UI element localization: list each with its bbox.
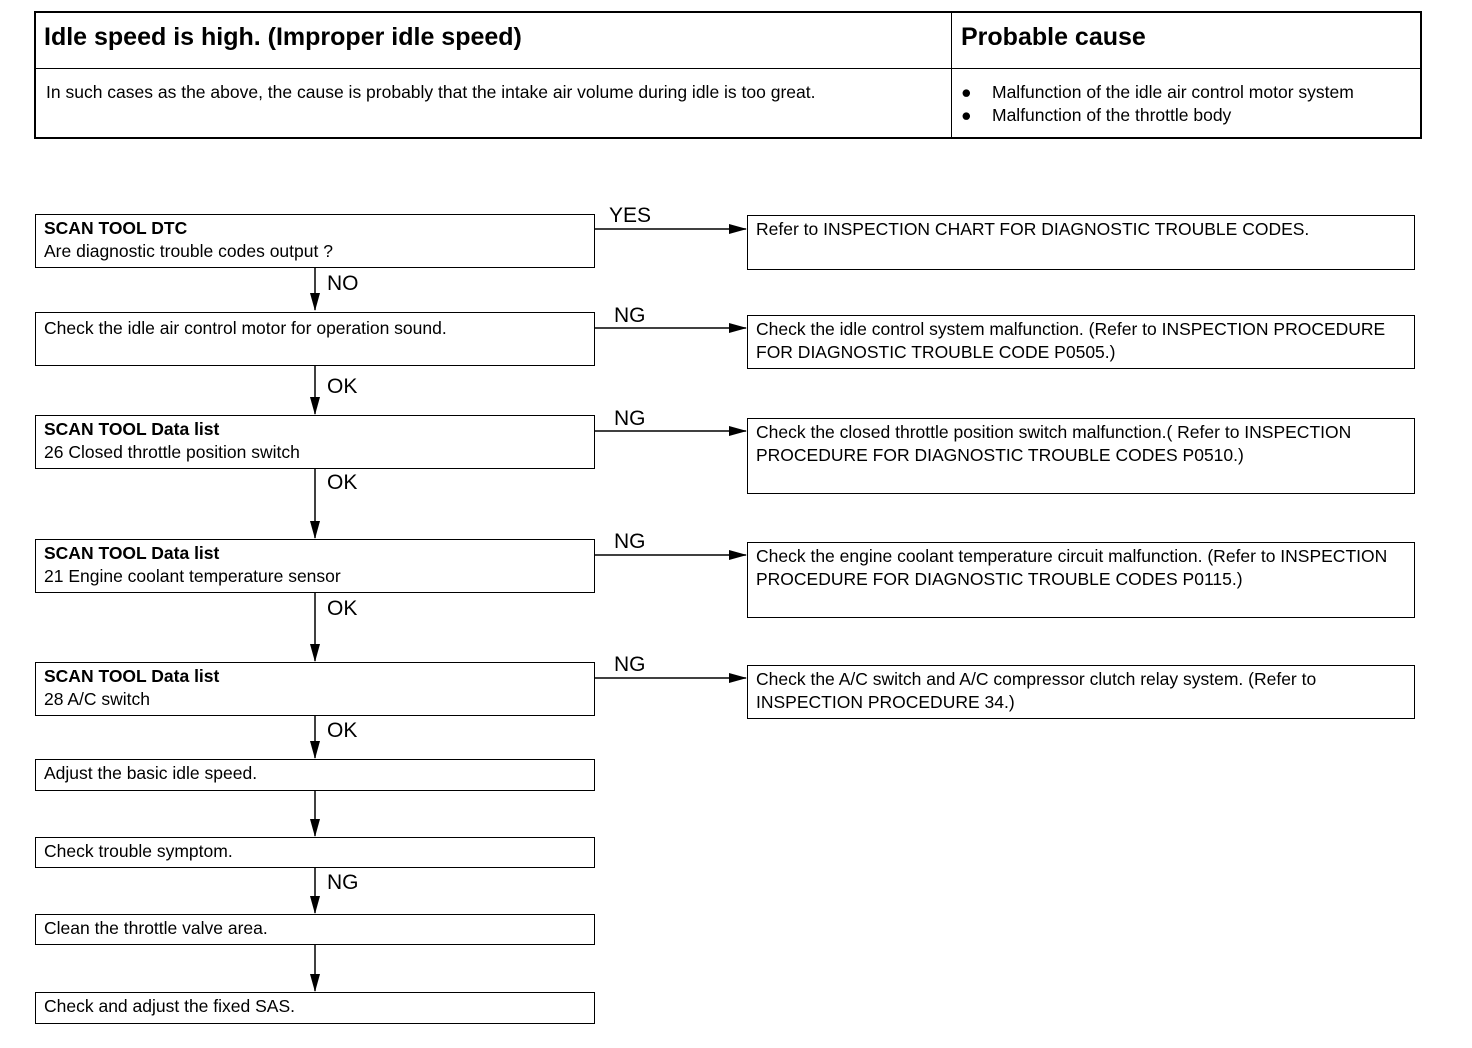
branch-label-down: OK xyxy=(327,719,358,742)
result-coolant-temperature-circuit xyxy=(747,542,1415,618)
result-inspection-chart xyxy=(747,215,1415,270)
step-title: SCAN TOOL Data list xyxy=(44,543,220,563)
probable-cause-text: Malfunction of the throttle body xyxy=(992,105,1232,125)
branch-label-down: OK xyxy=(327,375,358,398)
step-adjust-idle-speed xyxy=(35,759,595,791)
branch-label-side: NG xyxy=(614,407,646,430)
result-text: Refer to INSPECTION CHART FOR DIAGNOSTIC TROUBLE CODES. xyxy=(756,219,1310,239)
probable-cause-text: Malfunction of the idle air control motor system xyxy=(992,82,1354,102)
step-text: Adjust the basic idle speed. xyxy=(44,763,258,783)
result-idle-control-system xyxy=(747,315,1415,369)
branch-label-down: NG xyxy=(327,871,359,894)
step-text: Check trouble symptom. xyxy=(44,841,233,861)
step-scan-tool-dtc xyxy=(35,214,595,268)
symptom-title: Idle speed is high. (Improper idle speed) xyxy=(44,23,522,51)
step-check-iac-motor xyxy=(35,312,595,366)
branch-label-side: YES xyxy=(609,204,652,227)
step-data-list-26 xyxy=(35,415,595,469)
branch-label-side: NG xyxy=(614,530,646,553)
probable-cause-title: Probable cause xyxy=(961,23,1146,51)
step-text: Clean the throttle valve area. xyxy=(44,918,268,938)
result-text: Check the engine coolant temperature circuit malfunction. (Refer to INSPECTION PROCEDURE FOR DIAGNOSTIC TROUBLE CODES P0115.) xyxy=(756,546,1388,589)
step-text: 26 Closed throttle position switch xyxy=(44,442,300,462)
step-data-list-21 xyxy=(35,539,595,593)
result-text: Check the closed throttle position switch malfunction.( Refer to INSPECTION PROCEDURE FOR DIAGNOSTIC TROUBLE CODES P0510.) xyxy=(756,422,1352,465)
step-title: SCAN TOOL Data list xyxy=(44,666,220,686)
step-title: SCAN TOOL DTC xyxy=(44,218,188,238)
bullet-icon: ● xyxy=(961,82,972,102)
step-text: Check the idle air control motor for operation sound. xyxy=(44,318,447,338)
branch-label-side: NG xyxy=(614,304,646,327)
bullet-icon: ● xyxy=(961,105,972,125)
step-clean-throttle-valve xyxy=(35,914,595,945)
result-ac-switch-relay xyxy=(747,665,1415,719)
result-text: Check the idle control system malfunction. (Refer to INSPECTION PROCEDURE FOR DIAGNOSTIC TROUBLE CODE P0505.) xyxy=(756,319,1386,362)
result-text: Check the A/C switch and A/C compressor clutch relay system. (Refer to INSPECTION PROCEDURE 34.) xyxy=(756,669,1317,712)
branch-label-down: OK xyxy=(327,597,358,620)
step-check-trouble-symptom xyxy=(35,837,595,868)
branch-label-down: OK xyxy=(327,471,358,494)
branch-label-down: NO xyxy=(327,272,359,295)
branch-label-side: NG xyxy=(614,653,646,676)
step-text: 28 A/C switch xyxy=(44,689,151,709)
step-title: SCAN TOOL Data list xyxy=(44,419,220,439)
result-closed-throttle-switch xyxy=(747,418,1415,494)
step-text: 21 Engine coolant temperature sensor xyxy=(44,566,341,586)
step-text: Are diagnostic trouble codes output ? xyxy=(44,241,333,261)
step-adjust-fixed-sas xyxy=(35,992,595,1024)
step-data-list-28 xyxy=(35,662,595,716)
step-text: Check and adjust the fixed SAS. xyxy=(44,996,295,1016)
symptom-description: In such cases as the above, the cause is probably that the intake air volume during idle is too great. xyxy=(46,82,816,102)
